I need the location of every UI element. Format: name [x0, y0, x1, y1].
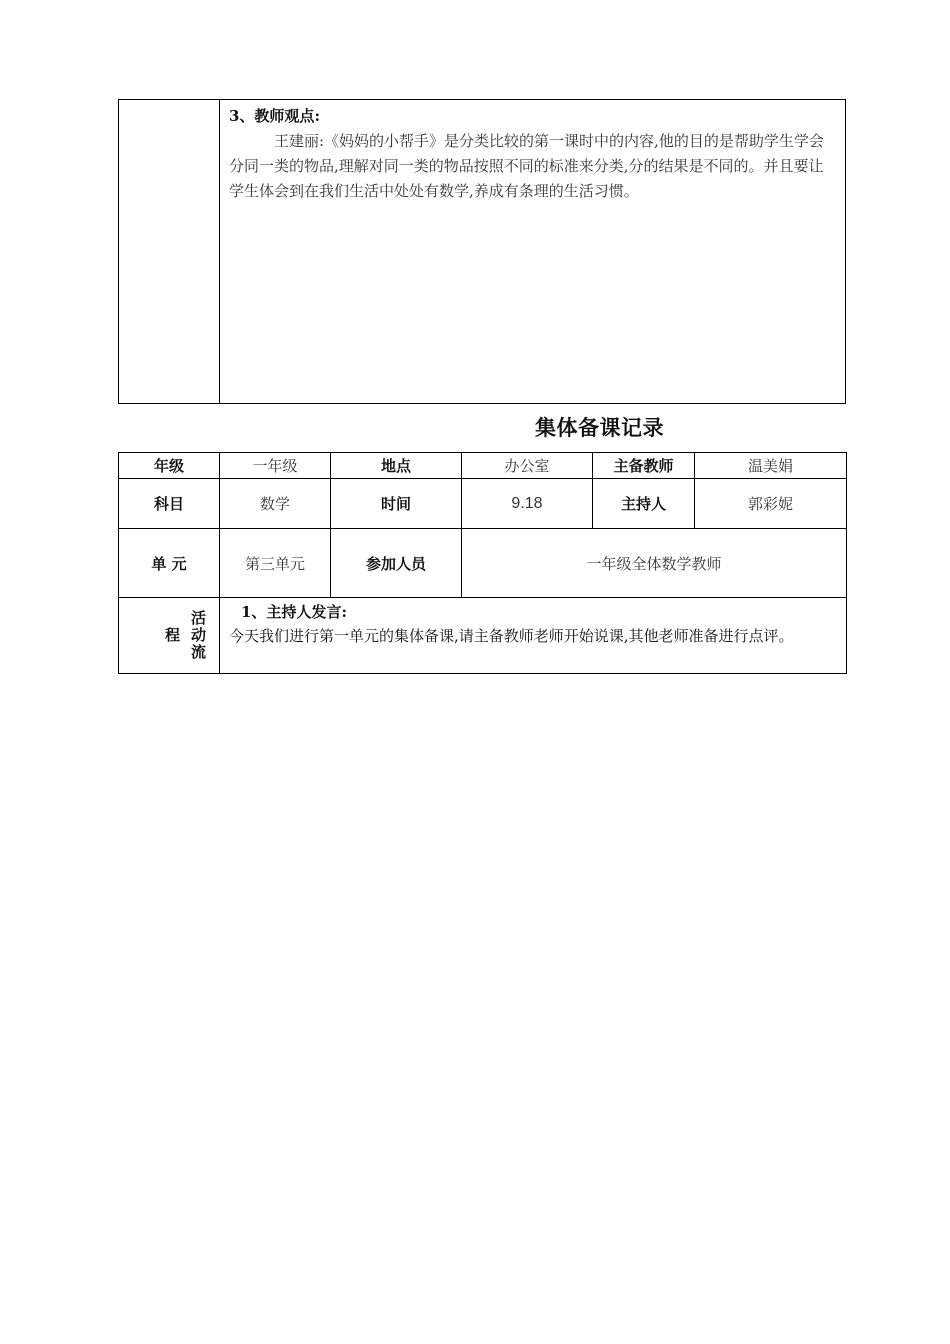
process-label	[119, 598, 219, 673]
table-row	[119, 598, 847, 674]
record-table	[118, 452, 847, 674]
process-label-char: 动	[191, 626, 207, 644]
process-text: 今天我们进行第一单元的集体备课,请主备教师老师开始说课,其他老师准备进行点评。	[229, 627, 794, 645]
table-row	[119, 529, 847, 598]
subject-value: 数学	[220, 479, 331, 529]
record-title: 集体备课记录	[535, 416, 664, 440]
grade-value: 一年级	[220, 453, 331, 479]
process-label-char: 活	[191, 609, 207, 627]
lead-teacher-value: 温美娟	[695, 453, 847, 479]
opinion-content-cell	[220, 100, 846, 404]
process-content-cell	[220, 598, 847, 674]
table-row	[119, 453, 847, 479]
unit-value: 第三单元	[220, 529, 331, 598]
participants-value: 一年级全体数学教师	[462, 529, 847, 598]
location-value: 办公室	[462, 453, 593, 479]
process-label-char: 程	[165, 626, 181, 644]
process-label-char: 流	[191, 643, 207, 661]
grade-label: 年级	[119, 453, 220, 479]
opinion-left-cell	[119, 100, 220, 404]
table-row	[119, 479, 847, 529]
participants-label: 参加人员	[331, 529, 462, 598]
host-label: 主持人	[593, 479, 695, 529]
time-value: 9.18	[462, 479, 593, 529]
time-label: 时间	[331, 479, 462, 529]
process-label-cell	[119, 598, 220, 674]
opinion-heading: 3、教师观点:	[229, 107, 320, 125]
process-heading: 1、主持人发言:	[241, 603, 347, 621]
location-label: 地点	[331, 453, 462, 479]
host-value: 郭彩妮	[695, 479, 847, 529]
subject-label: 科目	[119, 479, 220, 529]
lead-teacher-label: 主备教师	[593, 453, 695, 479]
unit-label: 单 元	[119, 529, 220, 598]
opinion-table	[118, 99, 846, 404]
opinion-paragraph: 王建丽:《妈妈的小帮手》是分类比较的第一课时中的内容,他的目的是帮助学生学会分同一类的物品,理解对同一类的物品按照不同的标准来分类,分的结果是不同的。并且要让学生体会到在我们生活中处处有数学,养成有条理的生活习惯。	[229, 132, 824, 200]
